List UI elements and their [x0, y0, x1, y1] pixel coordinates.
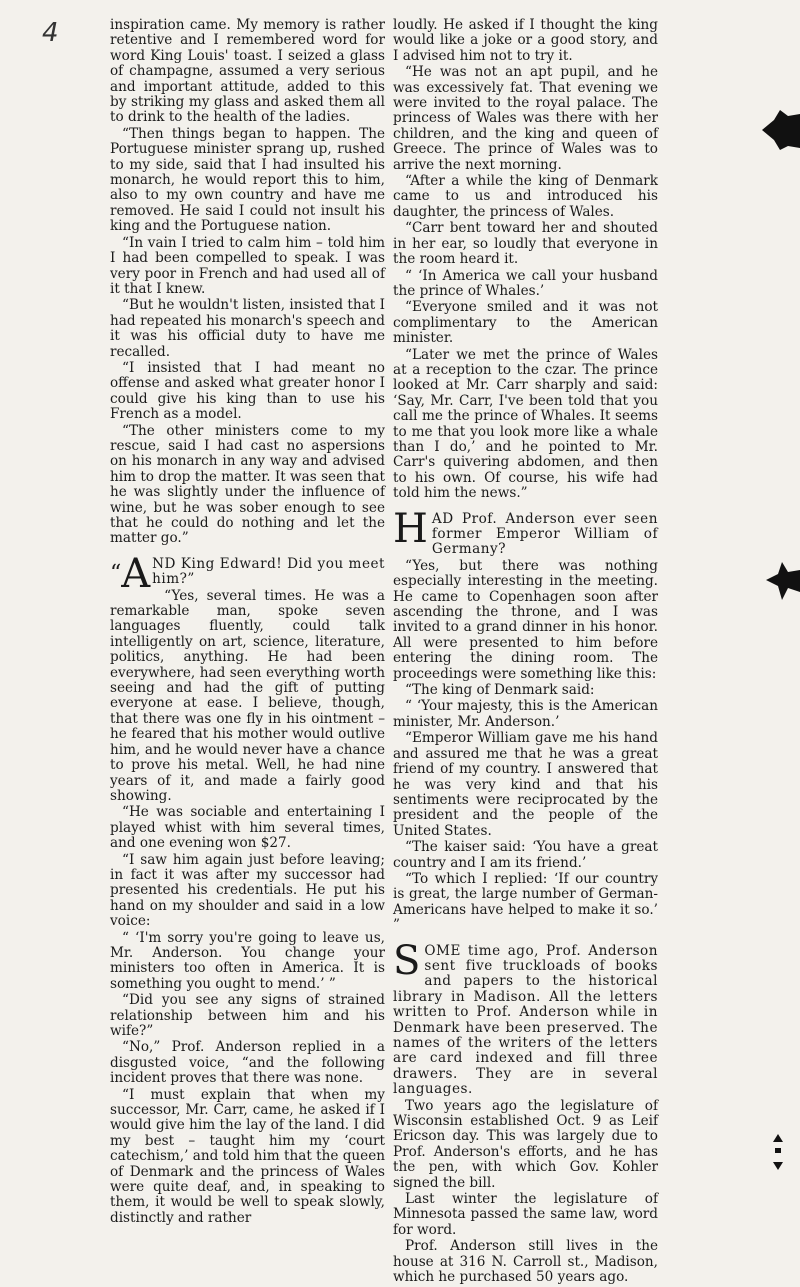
- paragraph: “ ‘In America we call your husband the prince of Whales.’: [393, 267, 658, 299]
- binding-mark-top: [758, 108, 800, 152]
- drop-cap-quote: “: [110, 560, 122, 586]
- paragraph: loudly. He asked if I thought the king would like a joke or a good story, and I advised him not to try it.: [393, 17, 658, 64]
- paragraph: “Did you see any signs of strained relationship between him and his wife?”: [110, 992, 385, 1039]
- paragraph: “He was not an apt pupil, and he was excessively fat. That evening we were invited to the royal palace. The princess of Wales was there with her children, and the king and queen of Greece. The prince of Wales was to arrive the next morning.: [393, 64, 658, 173]
- paragraph: “The other ministers come to my rescue, said I had cast no aspersions on his monarch in any way and advised him to drop the matter. It was seen that he was slightly under the influence of wine, but he was sober enough to see that he could do nothing and let the matter go.”: [110, 422, 386, 547]
- paragraph: “I insisted that I had meant no offense and asked what greater honor I could give his king than to use his French as a model.: [110, 359, 385, 423]
- paragraph: “Everyone smiled and it was not complimentary to the American minister.: [393, 299, 658, 347]
- paragraph: “Then things began to happen. The Portuguese minister sprang up, rushed to my side, said that I had insulted his monarch, he would report this to him, also to my own country and have me removed. He said I could not insult his king and the Portuguese nation.: [110, 125, 385, 235]
- drop-cap: S: [393, 937, 421, 984]
- paragraph: “The king of Denmark said:: [405, 682, 595, 699]
- paragraph: “After a while the king of Denmark came to us and introduced his daughter, the princess of Wales.: [393, 173, 658, 220]
- page-number: 4: [42, 18, 59, 48]
- paragraph: “ ‘Your majesty, this is the American minister, Mr. Anderson.’: [393, 698, 658, 730]
- right-column: [393, 18, 658, 1287]
- paragraph: “He was sociable and entertaining I played whist with him several times, and one evening won $27.: [110, 804, 385, 852]
- drop-cap-letter: A: [121, 550, 151, 597]
- paragraph: “In vain I tried to calm him – told him I had been compelled to speak. I was very poor in French and had used all of it that I knew.: [110, 234, 385, 297]
- paragraph: “Yes, but there was nothing especially interesting in the meeting. He came to Copenhagen soon after ascending the throne, and I was invited to a grand dinner in his honor. All were presented to him before entering the dining room. The proceedings were something like this:: [393, 557, 658, 682]
- lead-text: OME time ago, Prof. Anderson sent five truckloads of books and papers to the historical library in Madison. All the letters written to Prof. Anderson while in Denmark have been preserved. The names of the writers of the letters are card indexed and fill three drawers. They are in several languages.: [393, 942, 658, 1098]
- paragraph: “The kaiser said: ‘You have a great country and I am its friend.’: [393, 839, 658, 871]
- drop-cap: H: [393, 505, 428, 552]
- paragraph: “Yes, several times. He was a remarkable man, spoke seven languages fluently, could talk intelligently on art, science, literature, politics, anything. He had been everywhere, had seen everything worth seeing and had the gift of putting everyone at ease. I believe, though, that there was one fly in his ointment – he feared that his mother would outlive him, and he would never have a chance to prove his metal. Well, he had nine years of it, and made a fairly good showing.: [110, 587, 385, 804]
- paragraph: “Later we met the prince of Wales at a reception to the czar. The prince looked at Mr. Carr sharply and said: ‘Say, Mr. Carr, I've been told that you call me the prince of Whales. It seems to me that you look more like a whale than I do,’ and he pointed to Mr. Carr's quivering abdomen, and then to his own. Of course, his wife had told him the news.”: [393, 346, 658, 502]
- drop-cap: [110, 550, 151, 597]
- paragraph: “I saw him again just before leaving; in fact it was after my successor had presented his credentials. He put his hand on my shoulder and said in a low voice:: [110, 851, 385, 930]
- paragraph: Prof. Anderson still lives in the house at 316 N. Carroll st., Madison, which he purchased 50 years ago.: [393, 1238, 658, 1286]
- lead-text: ND King Edward! Did you meet him?”: [152, 555, 385, 588]
- lead-text: AD Prof. Anderson ever seen former Emperor William of Germany?: [431, 510, 658, 558]
- paragraph: inspiration came. My memory is rather retentive and I remembered word for word King Louis' toast. I seized a glass of champagne, assumed a very serious and important attitude, added to this by striking my glass and asked them all to drink to the health of the ladies.: [110, 17, 385, 126]
- section-lead-king-edward: [110, 550, 385, 597]
- paragraph: “No,” Prof. Anderson replied in a disgusted voice, “and the following incident proves that there was none.: [110, 1039, 385, 1087]
- binding-mark-middle: [764, 558, 800, 602]
- section-lead-emperor-william: [393, 505, 658, 558]
- section-lead-some-time-ago: [393, 937, 658, 1098]
- paragraph: “To which I replied: ‘If our country is great, the large number of German-Americans have helped to make it so.’ ”: [393, 870, 658, 934]
- paragraph: Last winter the legislature of Minnesota passed the same law, word for word.: [393, 1191, 658, 1238]
- paragraph: “ ‘I'm sorry you're going to leave us, Mr. Anderson. You change your ministers too often in America. It is something you ought to mend.’ ”: [110, 929, 385, 992]
- paragraph: “Emperor William gave me his hand and assured me that he was a great friend of my country. I answered that he was very kind and that his sentiments were reciprocated by the president and the people of the United States.: [393, 730, 658, 839]
- binding-mark-bottom: [770, 1132, 786, 1176]
- paragraph: “Carr bent toward her and shouted in her ear, so loudly that everyone in the room heard it.: [393, 220, 658, 268]
- paragraph: Two years ago the legislature of Wisconsin established Oct. 9 as Leif Ericson day. This was largely due to Prof. Anderson's efforts, and he has the pen, with which Gov. Kohler signed the bill.: [393, 1097, 658, 1191]
- left-column: [110, 18, 385, 1227]
- paragraph: “I must explain that when my successor, Mr. Carr, came, he asked if I would give him the lay of the land. I did my best – taught him my ‘court catechism,’ and told him that the queen of Denmark and the princess of Wales were quite deaf, and, in speaking to them, it would be well to speak slowly, distinctly and rather: [110, 1086, 385, 1226]
- paragraph: “But he wouldn't listen, insisted that I had repeated his monarch's speech and it was his official duty to have me recalled.: [110, 297, 385, 360]
